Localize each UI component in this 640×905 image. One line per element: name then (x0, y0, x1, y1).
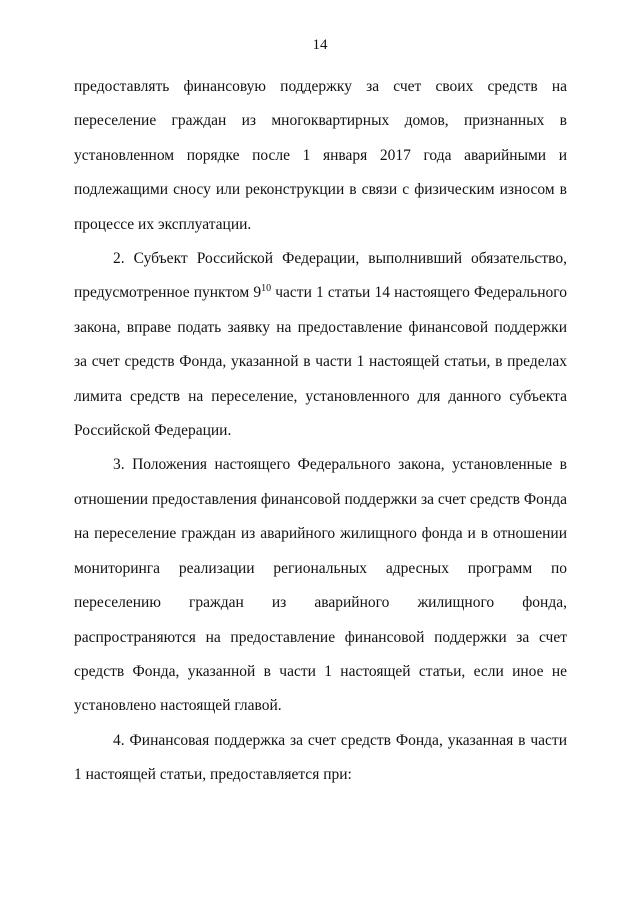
paragraph-2 (74, 242, 567, 448)
paragraph-3: 3. Положения настоящего Федерального закона, установленные в отношении предоставления финансовой поддержки за счет средств Фонда на переселение граждан из аварийного жилищного фонда и в отношении мониторинга реализации региональных адресных программ по переселению граждан из аварийного жилищного фонда, распространяются на предоставление финансовой поддержки за счет средств Фонда, указанной в части 1 настоящей статьи, если иное не установлено настоящей главой. (74, 456, 567, 715)
paragraph-2-text-end: части 1 статьи 14 настоящего Федерального закона, вправе подать заявку на предоставление финансовой поддержки за счет средств Фонда, указанной в части 1 настоящей статьи, в пределах лимита средств на переселение, установленного для данного субъекта Российской Федерации. (74, 284, 567, 440)
page-number: 14 (312, 37, 328, 53)
paragraph-4: 4. Финансовая поддержка за счет средств Фонда, указанная в части 1 настоящей статьи, предоставляется при: (74, 731, 567, 784)
document-body (74, 70, 567, 793)
paragraph-continuation: предоставлять финансовую поддержку за счет своих средств на переселение граждан из многоквартирных домов, признанных в установленном порядке после 1 января 2017 года аварийными и подлежащими сносу или реконструкции в связи с физическим износом в процессе их эксплуатации. (74, 78, 567, 233)
paragraph-2-text-start: 2. Субъект Российской Федерации, выполнивший обязательство, предусмотренное пунктом 9 (74, 250, 567, 302)
paragraph-2-superscript: 10 (261, 283, 272, 295)
